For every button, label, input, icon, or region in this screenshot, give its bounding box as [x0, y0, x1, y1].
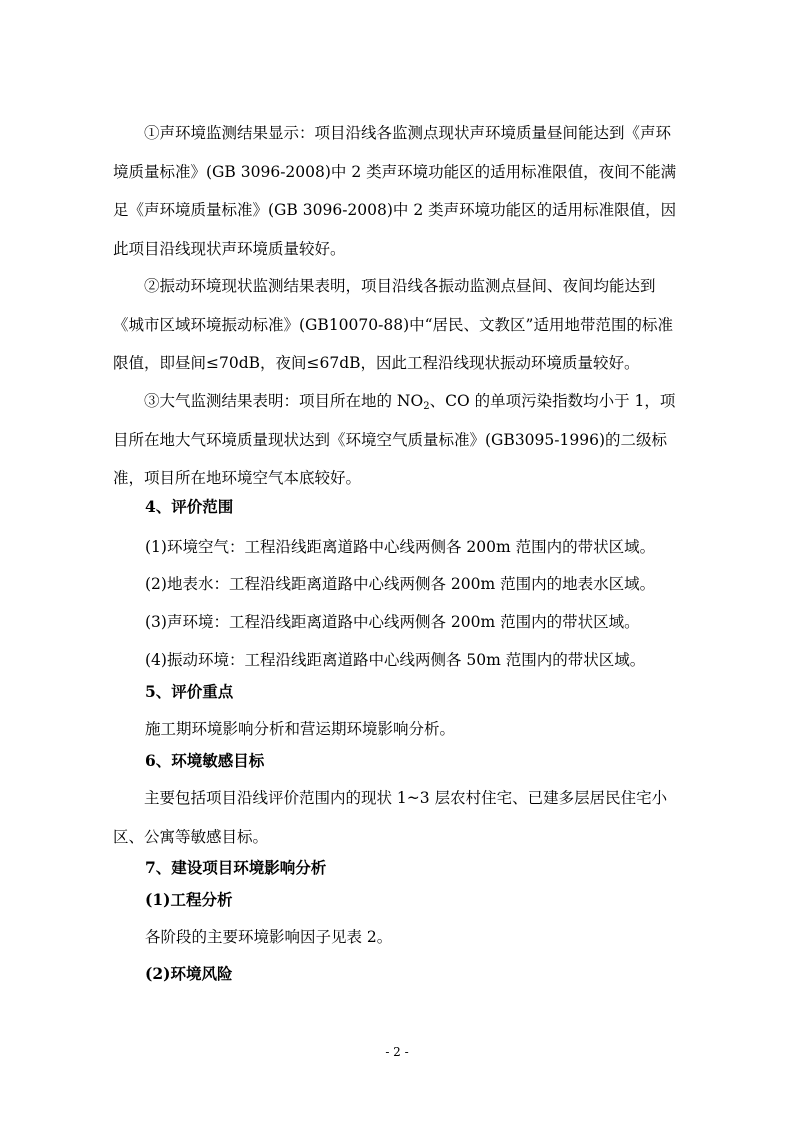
heading-sensitive-targets: 6、环境敏感目标: [145, 751, 265, 770]
sensitive-targets-text: 主要包括项目沿线评价范围内的现状 1~3 层农村住宅、已建多层居民住宅小区、公寓等敏感目标。: [113, 789, 668, 846]
scope-item-surface-water: (2)地表水：工程沿线距离道路中心线两侧各 200m 范围内的地表水区域。: [145, 575, 656, 593]
paragraph-sensitive-targets: [113, 779, 681, 856]
paragraph-noise: [113, 114, 681, 268]
air-text-after: 、CO 的单项污染指数均小于 1，项目所在地大气环境质量现状达到《环境空气质量标准》(GB3095-1996)的二级标准，项目所在地环境空气本底较好。: [113, 392, 676, 487]
paragraph-air: [113, 382, 681, 498]
page-number: - 2 -: [385, 1045, 409, 1059]
paragraph-air-text: [113, 382, 681, 498]
heading-environmental-risk: (2)环境风险: [145, 964, 233, 983]
heading-evaluation-scope: 4、评价范围: [145, 497, 234, 516]
air-text-subscript: 2: [423, 401, 430, 412]
paragraph-vibration-text: ②振动环境现状监测结果表明，项目沿线各振动监测点昼间、夜间均能达到《城市区域环境振动标准》(GB10070-88)中“居民、文教区”适用地带范围的标准限值，即昼间≤70dB，夜间≤67dB，因此工程沿线现状振动环境质量较好。: [113, 277, 673, 372]
scope-item-air: (1)环境空气：工程沿线距离道路中心线两侧各 200m 范围内的带状区域。: [145, 538, 656, 556]
scope-item-noise: (3)声环境：工程沿线距离道路中心线两侧各 200m 范围内的带状区域。: [145, 613, 640, 631]
evaluation-focus-text: 施工期环境影响分析和营运期环境影响分析。: [145, 720, 456, 738]
paragraph-noise-text: ①声环境监测结果显示：项目沿线各监测点现状声环境质量昼间能达到《声环境质量标准》(GB 3096-2008)中 2 类声环境功能区的适用标准限值，夜间不能满足《声环境质量标准》(GB 3096-2008)中 2 类声环境功能区的适用标准限值，因此项目沿线现状声环境质量较好。: [113, 124, 677, 258]
paragraph-vibration: [113, 267, 681, 383]
scope-item-vibration: (4)振动环境：工程沿线距离道路中心线两侧各 50m 范围内的带状区域。: [145, 651, 646, 669]
engineering-analysis-text: 各阶段的主要环境影响因子见表 2。: [145, 928, 393, 946]
heading-engineering-analysis: (1)工程分析: [145, 890, 233, 909]
heading-evaluation-focus: 5、评价重点: [145, 682, 234, 701]
air-text-before: ③大气监测结果表明：项目所在地的 NO: [144, 392, 424, 410]
heading-impact-analysis: 7、建设项目环境影响分析: [145, 858, 327, 877]
